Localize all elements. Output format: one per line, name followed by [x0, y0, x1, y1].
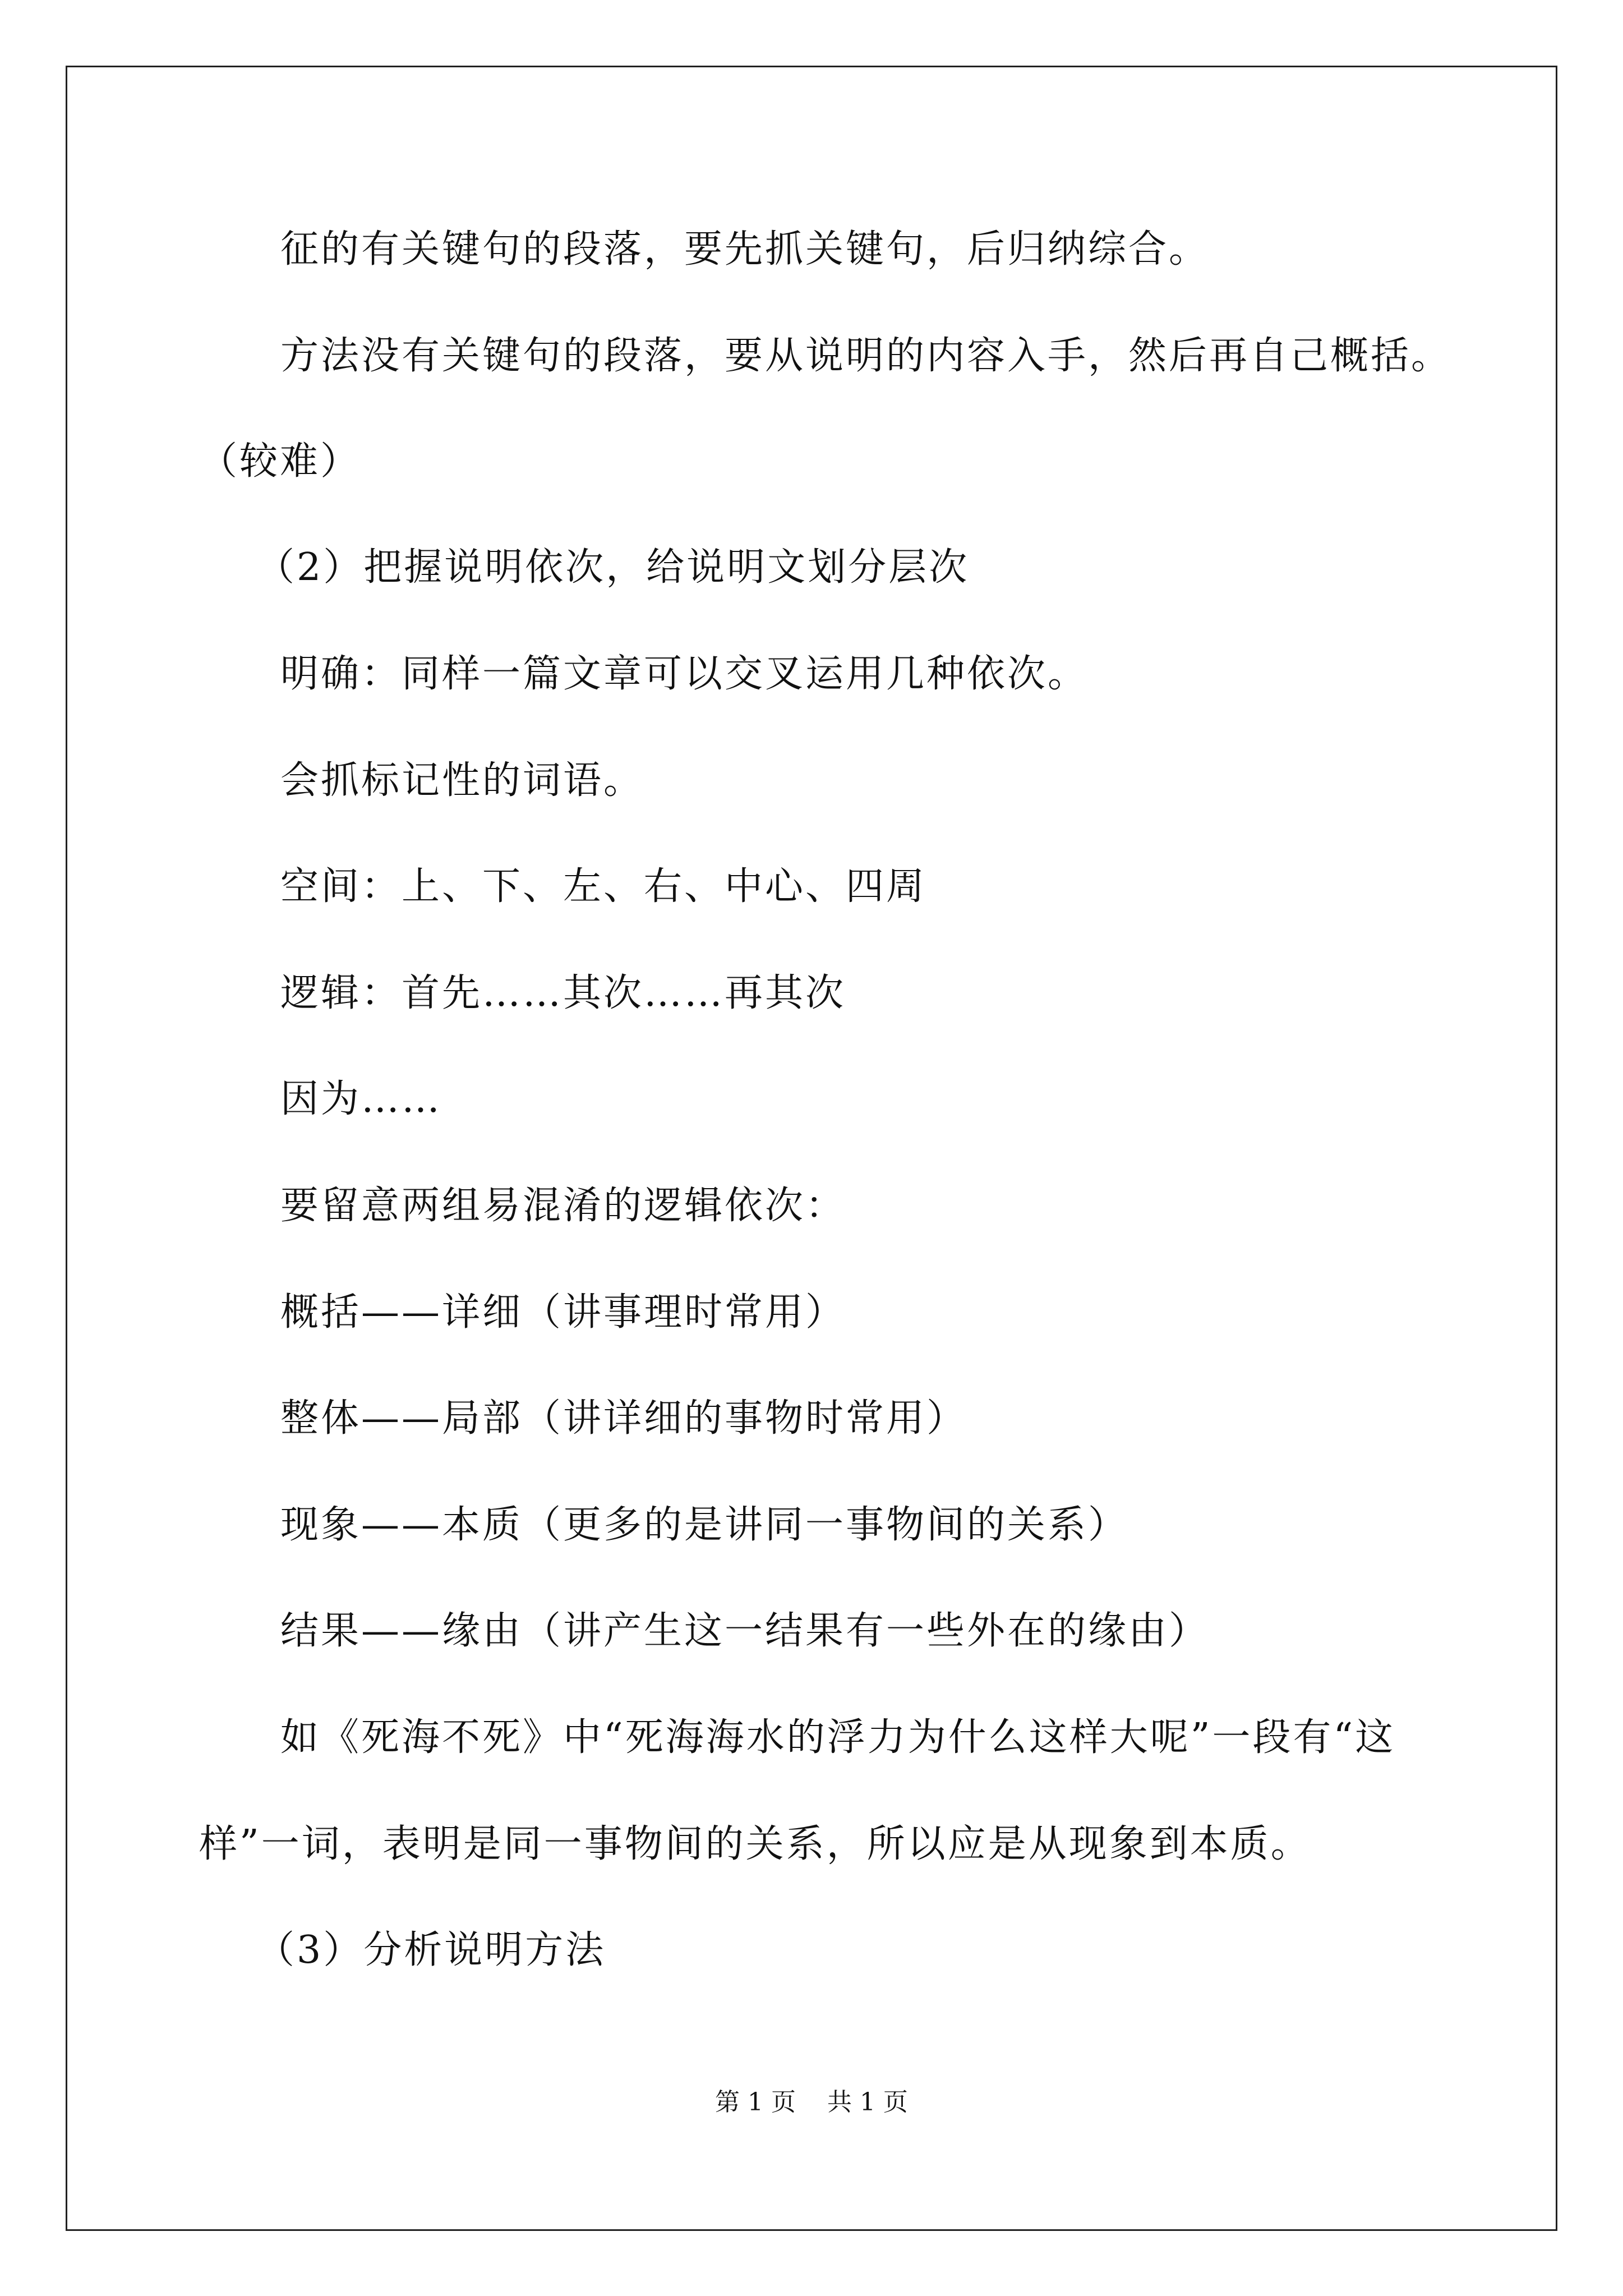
paragraph-line: 明确：同样一篇文章可以交叉运用几种依次。	[280, 652, 1089, 696]
paragraph-line: 概括——详细（讲事理时常用）	[280, 1290, 846, 1335]
paragraph-line: 样”一词，表明是同一事物间的关系，所以应是从现象到本质。	[199, 1822, 1311, 1866]
page-number-footer: 第 1 页 共 1 页	[715, 2088, 908, 2116]
paragraph-line: （3）分析说明方法	[256, 1928, 606, 1972]
paragraph-line: 因为……	[280, 1077, 442, 1121]
paragraph-line: 结果——缘由（讲产生这一结果有一些外在的缘由）	[280, 1609, 1210, 1653]
paragraph-line: 征的有关键句的段落，要先抓关键句，后归纳综合。	[280, 227, 1210, 272]
paragraph-line: 整体——局部（讲详细的事物时常用）	[280, 1396, 967, 1441]
paragraph-line: 方法没有关键句的段落，要从说明的内容入手，然后再自己概括。	[280, 334, 1452, 378]
paragraph-line: 逻辑：首先……其次……再其次	[280, 971, 846, 1015]
paragraph-line: 空间：上、下、左、右、中心、四周	[280, 864, 927, 909]
paragraph-line: 现象——本质（更多的是讲同一事物间的关系）	[280, 1503, 1129, 1547]
paragraph-line: （2）把握说明依次，给说明文划分层次	[256, 545, 970, 590]
paragraph-line: 如《死海不死》中“死海海水的浮力为什么这样大呢”一段有“这	[280, 1715, 1396, 1760]
paragraph-line: （较难）	[199, 439, 361, 484]
page-border	[66, 66, 1557, 2231]
paragraph-line: 要留意两组易混淆的逻辑依次：	[280, 1184, 846, 1228]
paragraph-line: 会抓标记性的词语。	[280, 758, 644, 803]
